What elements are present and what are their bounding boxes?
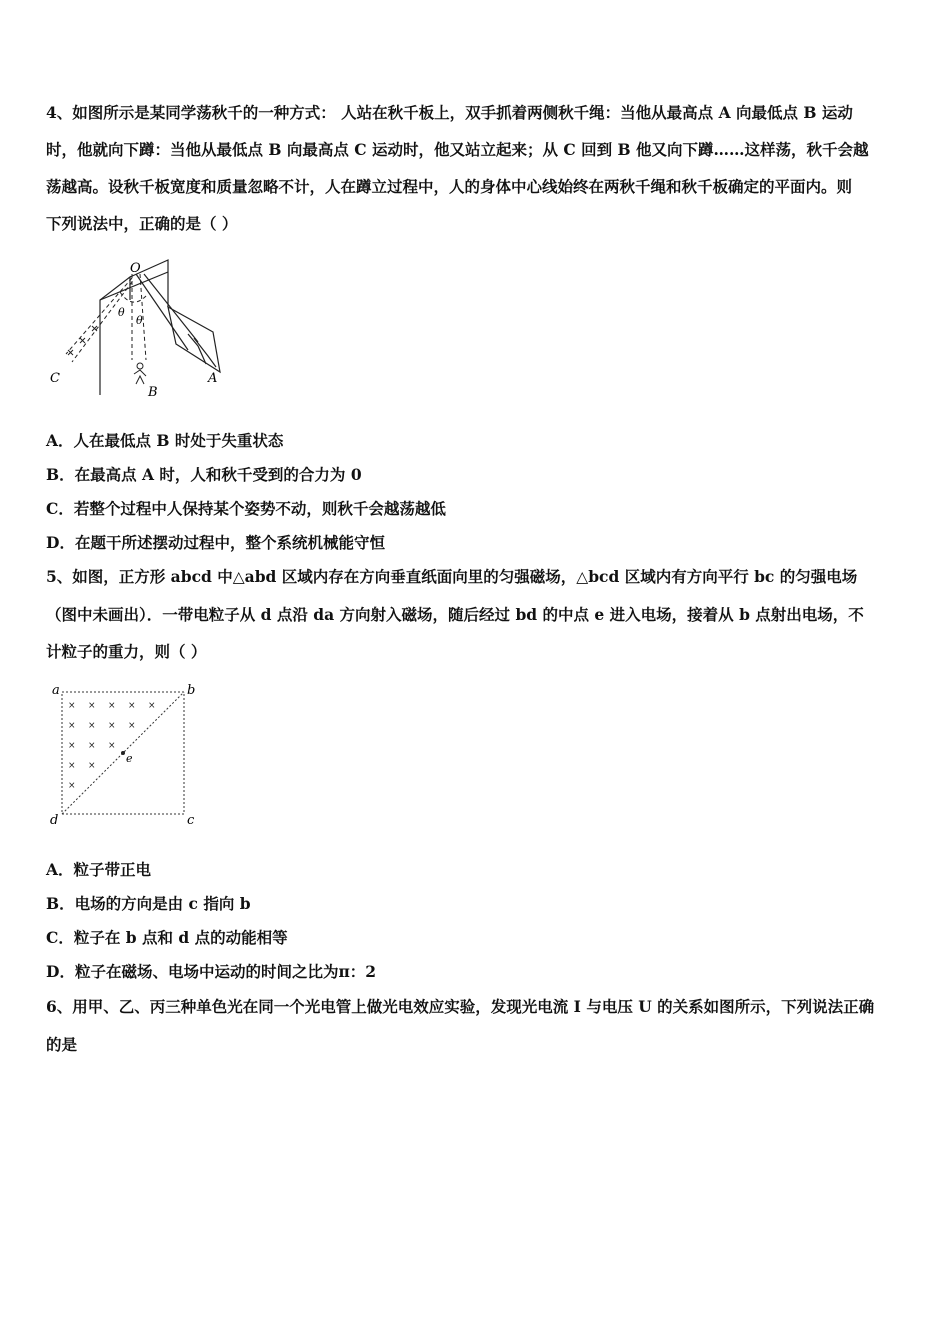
person-c-mark-1 bbox=[68, 350, 73, 355]
person-b-legs bbox=[136, 376, 144, 384]
field-cross: × bbox=[88, 741, 96, 751]
field-cross: × bbox=[68, 701, 76, 711]
q4-option-d: D．在题干所述摆动过程中，整个系统机械能守恒 bbox=[46, 533, 385, 552]
q5-stem-line-3: 计粒子的重力，则（ ） bbox=[46, 642, 207, 661]
q4-option-a: A．人在最低点 B 时处于失重状态 bbox=[46, 431, 284, 450]
label-a: A bbox=[208, 371, 218, 386]
field-cross: × bbox=[108, 701, 116, 711]
field-cross: × bbox=[88, 701, 96, 711]
field-cross: × bbox=[68, 781, 76, 791]
field-cross: × bbox=[128, 721, 136, 731]
swing-frame-beam bbox=[100, 272, 168, 300]
field-cross: × bbox=[108, 721, 116, 731]
label-o: O bbox=[130, 261, 141, 276]
field-cross: × bbox=[148, 701, 156, 711]
swing-frame-left bbox=[100, 277, 130, 395]
q4-option-b: B．在最高点 A 时，人和秋千受到的合力为 0 bbox=[46, 465, 362, 484]
field-cross: × bbox=[108, 741, 116, 751]
swing-figure bbox=[48, 252, 238, 402]
label-c: c bbox=[187, 813, 195, 828]
rope-c-2 bbox=[72, 282, 132, 362]
field-cross: × bbox=[88, 721, 96, 731]
square-field-figure bbox=[44, 680, 204, 830]
label-d: d bbox=[50, 813, 59, 828]
q5-option-c: C．粒子在 b 点和 d 点的动能相等 bbox=[46, 928, 288, 947]
person-c-mark-2 bbox=[80, 338, 85, 343]
q5-stem-line-1: 5、如图，正方形 abcd 中△abd 区域内存在方向垂直纸面向里的匀强磁场，△bcd 区域内有方向平行 bc 的匀强电场 bbox=[46, 567, 858, 586]
label-theta-right: θ bbox=[136, 314, 143, 327]
q4-option-c: C．若整个过程中人保持某个姿势不动，则秋千会越荡越低 bbox=[46, 499, 446, 518]
label-a: a bbox=[52, 683, 60, 698]
label-c: C bbox=[50, 371, 60, 386]
q5-option-d: D．粒子在磁场、电场中运动的时间之比为π：2 bbox=[46, 962, 377, 981]
person-c-mark-3 bbox=[92, 326, 97, 331]
q5-option-a: A．粒子带正电 bbox=[46, 860, 152, 879]
label-theta-left: θ bbox=[118, 306, 125, 319]
q4-stem-line-3: 荡越高。设秋千板宽度和质量忽略不计，人在蹲立过程中，人的身体中心线始终在两秋千绳和秋千板确定的平面内。则 bbox=[46, 177, 853, 196]
q5-option-b: B．电场的方向是由 c 指向 b bbox=[46, 894, 251, 913]
q4-stem-line-1: 4、如图所示是某同学荡秋千的一种方式： 人站在秋千板上，双手抓着两侧秋千绳：当他从最高点 A 向最低点 B 运动 bbox=[46, 103, 853, 122]
q6-stem-line-2: 的是 bbox=[46, 1035, 78, 1054]
rope-a-1 bbox=[136, 274, 188, 350]
field-cross: × bbox=[128, 701, 136, 711]
field-cross: × bbox=[68, 761, 76, 771]
q6-stem-line-1: 6、用甲、乙、丙三种单色光在同一个光电管上做光电效应实验，发现光电流 I 与电压 U 的关系如图所示，下列说法正确 bbox=[46, 997, 875, 1016]
person-b-head bbox=[137, 363, 143, 369]
label-b: B bbox=[148, 385, 158, 400]
field-cross: × bbox=[68, 721, 76, 731]
point-e bbox=[121, 751, 125, 755]
field-cross: × bbox=[88, 761, 96, 771]
q4-stem-line-2: 时，他就向下蹲：当他从最低点 B 向最高点 C 运动时，他又站立起来；从 C 回到 B 他又向下蹲……这样荡，秋千会越 bbox=[46, 140, 869, 159]
label-b: b bbox=[187, 683, 196, 698]
label-e: e bbox=[126, 752, 133, 765]
field-cross: × bbox=[68, 741, 76, 751]
magnetic-field-crosses bbox=[68, 701, 156, 791]
q4-stem-line-4: 下列说法中，正确的是（ ） bbox=[46, 214, 238, 233]
q5-stem-line-2: （图中未画出）．一带电粒子从 d 点沿 da 方向射入磁场，随后经过 bd 的中点 e 进入电场，接着从 b 点射出电场，不 bbox=[46, 605, 864, 624]
